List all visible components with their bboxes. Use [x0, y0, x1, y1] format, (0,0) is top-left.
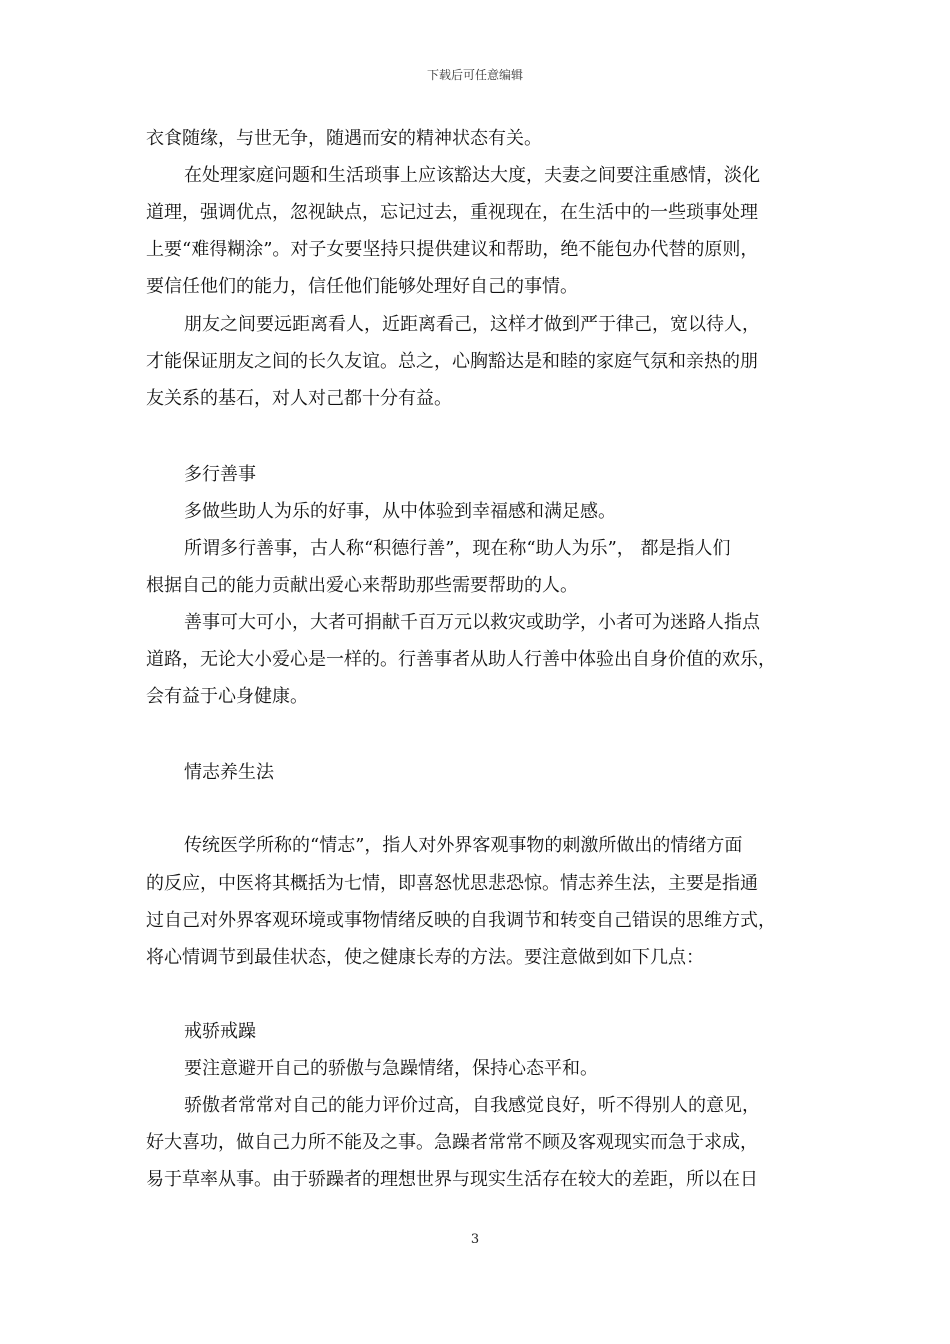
body-line: 过自己对外界客观环境或事物情绪反映的自我调节和转变自己错误的思维方式， — [146, 910, 776, 931]
body-line: 传统医学所称的“情志”，指人对外界客观事物的刺激所做出的情绪方面 — [184, 835, 743, 856]
body-line: 道路，无论大小爱心是一样的。行善事者从助人行善中体验出自身价值的欢乐， — [146, 649, 776, 670]
body-line: 才能保证朋友之间的长久友谊。总之，心胸豁达是和睦的家庭气氛和亲热的朋 — [146, 351, 758, 372]
section-heading: 情志养生法 — [184, 762, 274, 783]
body-line: 多做些助人为乐的好事，从中体验到幸福感和满足感。 — [184, 501, 616, 522]
body-line: 朋友之间要远距离看人，近距离看己，这样才做到严于律己，宽以待人， — [184, 314, 760, 335]
body-line: 衣食随缘，与世无争，随遇而安的精神状态有关。 — [146, 128, 542, 149]
body-line: 善事可大可小，大者可捐献千百万元以救灾或助学，小者可为迷路人指点 — [184, 612, 760, 633]
body-line: 的反应，中医将其概括为七情，即喜怒忧思悲恐惊。情志养生法，主要是指通 — [146, 873, 758, 894]
body-line: 在处理家庭问题和生活琐事上应该豁达大度，夫妻之间要注重感情，淡化 — [184, 165, 760, 186]
page-header: 下载后可任意编辑 — [426, 68, 523, 82]
body-line: 要注意避开自己的骄傲与急躁情绪，保持心态平和。 — [184, 1058, 598, 1079]
body-line: 要信任他们的能力，信任他们能够处理好自己的事情。 — [146, 276, 578, 297]
body-line: 将心情调节到最佳状态，使之健康长寿的方法。要注意做到如下几点： — [146, 947, 704, 968]
section-heading: 戒骄戒躁 — [184, 1021, 256, 1042]
body-line: 骄傲者常常对自己的能力评价过高，自我感觉良好，听不得别人的意见， — [184, 1095, 760, 1116]
body-line: 根据自己的能力贡献出爱心来帮助那些需要帮助的人。 — [146, 575, 578, 596]
section-heading: 多行善事 — [184, 464, 256, 485]
body-line: 道理，强调优点，忽视缺点，忘记过去，重视现在，在生活中的一些琐事处理 — [146, 202, 758, 223]
body-line: 好大喜功，做自己力所不能及之事。急躁者常常不顾及客观现实而急于求成， — [146, 1132, 758, 1153]
body-line: 所谓多行善事，古人称“积德行善”，现在称“助人为乐”， 都是指人们 — [184, 538, 731, 559]
body-line: 友关系的基石，对人对己都十分有益。 — [146, 388, 452, 409]
body-line: 会有益于心身健康。 — [146, 686, 308, 707]
body-line: 易于草率从事。由于骄躁者的理想世界与现实生活存在较大的差距，所以在日 — [146, 1169, 758, 1190]
body-line: 上要“难得糊涂”。对子女要坚持只提供建议和帮助，绝不能包办代替的原则， — [146, 239, 759, 260]
page-number: 3 — [470, 1232, 480, 1247]
